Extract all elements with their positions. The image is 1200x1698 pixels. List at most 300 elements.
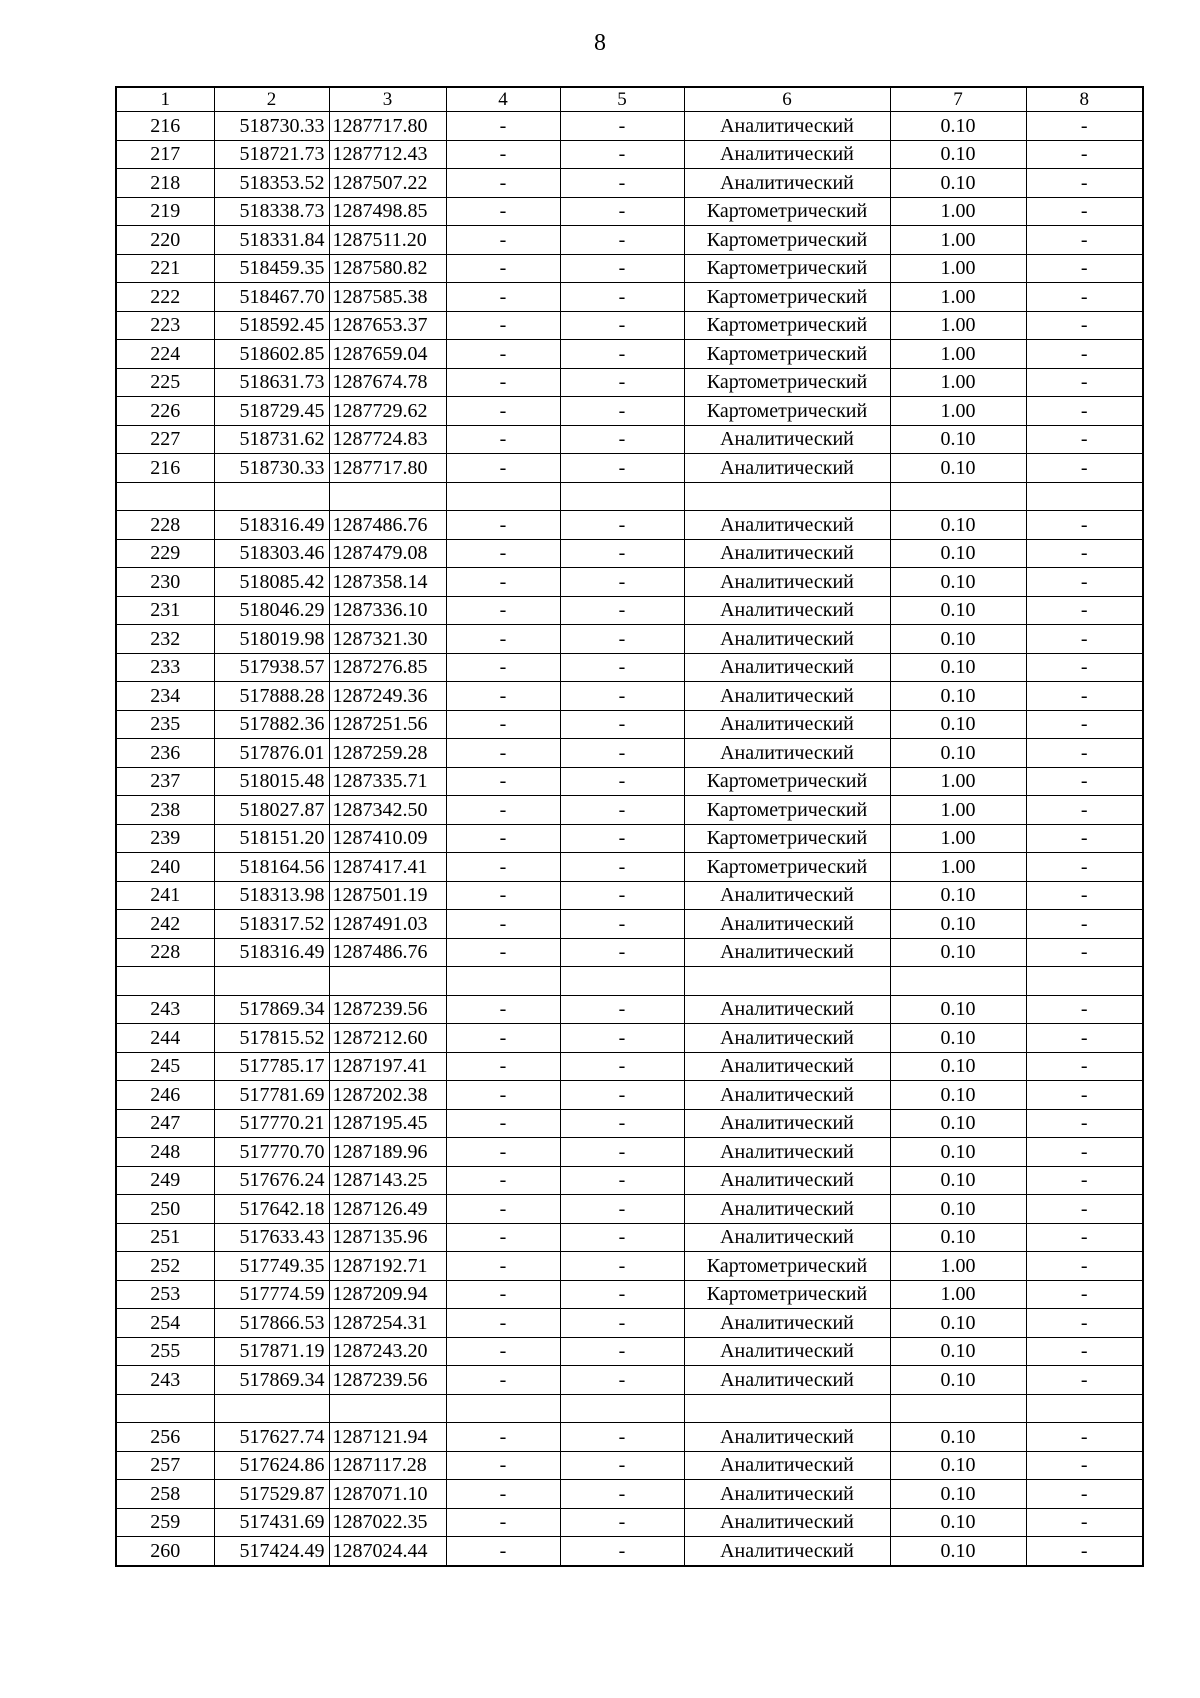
column-5-cell: - <box>560 596 684 625</box>
point-number-cell: 235 <box>116 710 214 739</box>
table-row <box>116 1480 1143 1509</box>
method-cell: Аналитический <box>684 1195 890 1224</box>
y-coordinate-cell: 1287417.41 <box>329 853 446 882</box>
x-coordinate-cell: 518151.20 <box>214 824 329 853</box>
table-row <box>116 169 1143 198</box>
table-row <box>116 1508 1143 1537</box>
column-8-cell: - <box>1026 995 1143 1024</box>
x-coordinate-cell: 517633.43 <box>214 1223 329 1252</box>
y-coordinate-cell: 1287259.28 <box>329 739 446 768</box>
table-row <box>116 197 1143 226</box>
method-cell: Аналитический <box>684 1537 890 1566</box>
method-cell: Аналитический <box>684 1024 890 1053</box>
column-5-cell: - <box>560 853 684 882</box>
accuracy-cell: 0.10 <box>890 112 1026 141</box>
method-cell: Картометрический <box>684 283 890 312</box>
table-row <box>116 1309 1143 1338</box>
point-number-cell: 218 <box>116 169 214 198</box>
x-coordinate-cell: 518316.49 <box>214 938 329 967</box>
y-coordinate-cell: 1287486.76 <box>329 511 446 540</box>
column-8-cell: - <box>1026 112 1143 141</box>
point-number-cell: 250 <box>116 1195 214 1224</box>
point-number-cell: 221 <box>116 254 214 283</box>
column-header: 4 <box>446 87 560 112</box>
point-number-cell: 243 <box>116 995 214 1024</box>
method-cell: Аналитический <box>684 1166 890 1195</box>
method-cell: Аналитический <box>684 511 890 540</box>
column-4-cell: - <box>446 796 560 825</box>
point-number-cell: 227 <box>116 425 214 454</box>
x-coordinate-cell: 518019.98 <box>214 625 329 654</box>
table-row <box>116 539 1143 568</box>
y-coordinate-cell: 1287479.08 <box>329 539 446 568</box>
x-coordinate-cell: 517774.59 <box>214 1280 329 1309</box>
x-coordinate-cell: 517781.69 <box>214 1081 329 1110</box>
accuracy-cell: 0.10 <box>890 1166 1026 1195</box>
column-4-cell: - <box>446 1166 560 1195</box>
y-coordinate-cell <box>329 967 446 996</box>
y-coordinate-cell: 1287336.10 <box>329 596 446 625</box>
x-coordinate-cell: 517431.69 <box>214 1508 329 1537</box>
table-row <box>116 596 1143 625</box>
column-5-cell: - <box>560 454 684 483</box>
method-cell <box>684 967 890 996</box>
point-number-cell: 255 <box>116 1337 214 1366</box>
point-number-cell: 257 <box>116 1451 214 1480</box>
column-8-cell: - <box>1026 1195 1143 1224</box>
accuracy-cell: 1.00 <box>890 796 1026 825</box>
column-4-cell: - <box>446 824 560 853</box>
table-row <box>116 254 1143 283</box>
column-8-cell <box>1026 1394 1143 1423</box>
x-coordinate-cell: 517882.36 <box>214 710 329 739</box>
y-coordinate-cell: 1287659.04 <box>329 340 446 369</box>
column-5-cell: - <box>560 1309 684 1338</box>
point-number-cell: 239 <box>116 824 214 853</box>
point-number-cell <box>116 482 214 511</box>
x-coordinate-cell: 517770.21 <box>214 1109 329 1138</box>
y-coordinate-cell: 1287674.78 <box>329 368 446 397</box>
column-8-cell: - <box>1026 140 1143 169</box>
y-coordinate-cell: 1287580.82 <box>329 254 446 283</box>
column-8-cell: - <box>1026 226 1143 255</box>
accuracy-cell: 0.10 <box>890 1223 1026 1252</box>
accuracy-cell: 1.00 <box>890 283 1026 312</box>
column-8-cell: - <box>1026 1052 1143 1081</box>
y-coordinate-cell: 1287135.96 <box>329 1223 446 1252</box>
column-8-cell: - <box>1026 283 1143 312</box>
method-cell: Аналитический <box>684 425 890 454</box>
method-cell: Аналитический <box>684 995 890 1024</box>
point-number-cell: 248 <box>116 1138 214 1167</box>
column-header: 6 <box>684 87 890 112</box>
y-coordinate-cell: 1287251.56 <box>329 710 446 739</box>
column-5-cell: - <box>560 1109 684 1138</box>
column-5-cell: - <box>560 112 684 141</box>
accuracy-cell: 0.10 <box>890 1337 1026 1366</box>
column-5-cell: - <box>560 938 684 967</box>
x-coordinate-cell: 517938.57 <box>214 653 329 682</box>
accuracy-cell: 1.00 <box>890 254 1026 283</box>
y-coordinate-cell: 1287126.49 <box>329 1195 446 1224</box>
method-cell: Картометрический <box>684 340 890 369</box>
point-number-cell: 230 <box>116 568 214 597</box>
table-row <box>116 1052 1143 1081</box>
column-4-cell: - <box>446 1451 560 1480</box>
method-cell: Картометрический <box>684 311 890 340</box>
column-8-cell: - <box>1026 568 1143 597</box>
y-coordinate-cell: 1287189.96 <box>329 1138 446 1167</box>
column-5-cell: - <box>560 881 684 910</box>
column-header: 2 <box>214 87 329 112</box>
method-cell: Картометрический <box>684 368 890 397</box>
column-8-cell: - <box>1026 169 1143 198</box>
method-cell: Аналитический <box>684 938 890 967</box>
column-8-cell: - <box>1026 197 1143 226</box>
column-header: 5 <box>560 87 684 112</box>
column-5-cell: - <box>560 653 684 682</box>
column-4-cell: - <box>446 1537 560 1566</box>
column-4-cell: - <box>446 454 560 483</box>
accuracy-cell: 0.10 <box>890 910 1026 939</box>
column-4-cell: - <box>446 710 560 739</box>
method-cell: Картометрический <box>684 1280 890 1309</box>
column-8-cell: - <box>1026 824 1143 853</box>
y-coordinate-cell: 1287022.35 <box>329 1508 446 1537</box>
table-row <box>116 767 1143 796</box>
accuracy-cell: 0.10 <box>890 1024 1026 1053</box>
point-number-cell <box>116 1394 214 1423</box>
x-coordinate-cell: 518085.42 <box>214 568 329 597</box>
column-5-cell: - <box>560 1024 684 1053</box>
column-4-cell: - <box>446 568 560 597</box>
column-5-cell: - <box>560 1537 684 1566</box>
x-coordinate-cell: 517642.18 <box>214 1195 329 1224</box>
accuracy-cell: 1.00 <box>890 767 1026 796</box>
column-4-cell: - <box>446 112 560 141</box>
accuracy-cell <box>890 482 1026 511</box>
x-coordinate-cell: 518046.29 <box>214 596 329 625</box>
point-number-cell: 240 <box>116 853 214 882</box>
point-number-cell: 233 <box>116 653 214 682</box>
table-row <box>116 425 1143 454</box>
column-8-cell: - <box>1026 454 1143 483</box>
column-4-cell: - <box>446 226 560 255</box>
column-5-cell: - <box>560 1508 684 1537</box>
point-number-cell: 260 <box>116 1537 214 1566</box>
method-cell: Аналитический <box>684 625 890 654</box>
y-coordinate-cell: 1287498.85 <box>329 197 446 226</box>
point-number-cell: 253 <box>116 1280 214 1309</box>
table-row <box>116 226 1143 255</box>
point-number-cell: 245 <box>116 1052 214 1081</box>
accuracy-cell: 0.10 <box>890 1537 1026 1566</box>
method-cell: Аналитический <box>684 910 890 939</box>
method-cell: Аналитический <box>684 1337 890 1366</box>
table-row <box>116 1337 1143 1366</box>
x-coordinate-cell: 517815.52 <box>214 1024 329 1053</box>
point-number-cell: 246 <box>116 1081 214 1110</box>
column-4-cell: - <box>446 767 560 796</box>
column-8-cell: - <box>1026 710 1143 739</box>
column-5-cell: - <box>560 1052 684 1081</box>
column-4-cell: - <box>446 1195 560 1224</box>
table-row <box>116 739 1143 768</box>
column-5-cell: - <box>560 340 684 369</box>
column-4-cell: - <box>446 1024 560 1053</box>
table-row <box>116 511 1143 540</box>
accuracy-cell: 0.10 <box>890 739 1026 768</box>
table-separator-row <box>116 1394 1143 1423</box>
column-5-cell: - <box>560 539 684 568</box>
column-8-cell: - <box>1026 1423 1143 1452</box>
table-row <box>116 1280 1143 1309</box>
column-8-cell: - <box>1026 853 1143 882</box>
column-4-cell: - <box>446 1081 560 1110</box>
table-row <box>116 368 1143 397</box>
method-cell: Картометрический <box>684 397 890 426</box>
x-coordinate-cell: 517869.34 <box>214 1366 329 1395</box>
x-coordinate-cell: 518164.56 <box>214 853 329 882</box>
x-coordinate-cell: 518353.52 <box>214 169 329 198</box>
accuracy-cell: 0.10 <box>890 653 1026 682</box>
x-coordinate-cell: 518027.87 <box>214 796 329 825</box>
accuracy-cell: 0.10 <box>890 1052 1026 1081</box>
accuracy-cell: 0.10 <box>890 1109 1026 1138</box>
accuracy-cell: 0.10 <box>890 938 1026 967</box>
point-number-cell: 256 <box>116 1423 214 1452</box>
point-number-cell: 216 <box>116 112 214 141</box>
y-coordinate-cell: 1287585.38 <box>329 283 446 312</box>
column-5-cell: - <box>560 226 684 255</box>
column-5-cell: - <box>560 824 684 853</box>
column-8-cell: - <box>1026 311 1143 340</box>
column-4-cell: - <box>446 1309 560 1338</box>
x-coordinate-cell: 518721.73 <box>214 140 329 169</box>
y-coordinate-cell: 1287729.62 <box>329 397 446 426</box>
method-cell: Аналитический <box>684 1480 890 1509</box>
y-coordinate-cell: 1287717.80 <box>329 112 446 141</box>
point-number-cell: 249 <box>116 1166 214 1195</box>
table-row <box>116 1024 1143 1053</box>
accuracy-cell: 0.10 <box>890 1366 1026 1395</box>
x-coordinate-cell <box>214 482 329 511</box>
accuracy-cell: 1.00 <box>890 368 1026 397</box>
point-number-cell: 258 <box>116 1480 214 1509</box>
x-coordinate-cell: 518730.33 <box>214 112 329 141</box>
table-row <box>116 397 1143 426</box>
table-row <box>116 1252 1143 1281</box>
column-4-cell: - <box>446 425 560 454</box>
table-row <box>116 625 1143 654</box>
point-number-cell: 242 <box>116 910 214 939</box>
page-number: 8 <box>594 30 606 56</box>
y-coordinate-cell: 1287202.38 <box>329 1081 446 1110</box>
column-8-cell: - <box>1026 1138 1143 1167</box>
point-number-cell: 220 <box>116 226 214 255</box>
x-coordinate-cell: 518631.73 <box>214 368 329 397</box>
column-4-cell: - <box>446 1480 560 1509</box>
y-coordinate-cell: 1287243.20 <box>329 1337 446 1366</box>
column-8-cell: - <box>1026 653 1143 682</box>
column-5-cell: - <box>560 1252 684 1281</box>
table-row <box>116 1366 1143 1395</box>
x-coordinate-cell: 517770.70 <box>214 1138 329 1167</box>
column-5-cell: - <box>560 1081 684 1110</box>
column-5-cell: - <box>560 311 684 340</box>
column-4-cell: - <box>446 1223 560 1252</box>
x-coordinate-cell <box>214 967 329 996</box>
x-coordinate-cell: 518602.85 <box>214 340 329 369</box>
table-row <box>116 1138 1143 1167</box>
x-coordinate-cell: 518729.45 <box>214 397 329 426</box>
column-4-cell <box>446 1394 560 1423</box>
x-coordinate-cell: 517424.49 <box>214 1537 329 1566</box>
column-8-cell: - <box>1026 910 1143 939</box>
column-8-cell: - <box>1026 938 1143 967</box>
accuracy-cell: 1.00 <box>890 197 1026 226</box>
x-coordinate-cell: 517624.86 <box>214 1451 329 1480</box>
method-cell: Аналитический <box>684 881 890 910</box>
method-cell <box>684 482 890 511</box>
accuracy-cell: 0.10 <box>890 140 1026 169</box>
table-row <box>116 283 1143 312</box>
point-number-cell: 234 <box>116 682 214 711</box>
y-coordinate-cell: 1287197.41 <box>329 1052 446 1081</box>
column-5-cell: - <box>560 995 684 1024</box>
column-4-cell: - <box>446 1337 560 1366</box>
accuracy-cell: 0.10 <box>890 1423 1026 1452</box>
column-8-cell: - <box>1026 1109 1143 1138</box>
column-5-cell: - <box>560 1480 684 1509</box>
method-cell: Аналитический <box>684 596 890 625</box>
table-row <box>116 1423 1143 1452</box>
column-8-cell: - <box>1026 881 1143 910</box>
column-5-cell: - <box>560 511 684 540</box>
y-coordinate-cell: 1287321.30 <box>329 625 446 654</box>
y-coordinate-cell: 1287276.85 <box>329 653 446 682</box>
column-5-cell: - <box>560 568 684 597</box>
column-5-cell: - <box>560 739 684 768</box>
x-coordinate-cell: 518730.33 <box>214 454 329 483</box>
x-coordinate-cell: 518313.98 <box>214 881 329 910</box>
accuracy-cell: 0.10 <box>890 881 1026 910</box>
method-cell: Аналитический <box>684 1052 890 1081</box>
method-cell: Аналитический <box>684 653 890 682</box>
point-number-cell <box>116 967 214 996</box>
method-cell: Аналитический <box>684 112 890 141</box>
column-5-cell: - <box>560 1223 684 1252</box>
column-4-cell: - <box>446 995 560 1024</box>
point-number-cell: 238 <box>116 796 214 825</box>
table-row <box>116 1109 1143 1138</box>
column-4-cell: - <box>446 910 560 939</box>
table-separator-row <box>116 967 1143 996</box>
column-8-cell: - <box>1026 682 1143 711</box>
x-coordinate-cell: 517529.87 <box>214 1480 329 1509</box>
column-4-cell: - <box>446 311 560 340</box>
table-row <box>116 938 1143 967</box>
y-coordinate-cell: 1287254.31 <box>329 1309 446 1338</box>
y-coordinate-cell: 1287209.94 <box>329 1280 446 1309</box>
column-8-cell: - <box>1026 397 1143 426</box>
x-coordinate-cell: 517871.19 <box>214 1337 329 1366</box>
column-8-cell: - <box>1026 511 1143 540</box>
accuracy-cell: 1.00 <box>890 226 1026 255</box>
column-8-cell: - <box>1026 1252 1143 1281</box>
column-5-cell: - <box>560 1166 684 1195</box>
table-row <box>116 653 1143 682</box>
table-row <box>116 881 1143 910</box>
accuracy-cell: 0.10 <box>890 511 1026 540</box>
x-coordinate-cell: 517749.35 <box>214 1252 329 1281</box>
accuracy-cell <box>890 967 1026 996</box>
column-8-cell: - <box>1026 796 1143 825</box>
column-8-cell: - <box>1026 1337 1143 1366</box>
accuracy-cell: 1.00 <box>890 1280 1026 1309</box>
column-4-cell <box>446 482 560 511</box>
column-8-cell: - <box>1026 1309 1143 1338</box>
column-8-cell: - <box>1026 1366 1143 1395</box>
column-5-cell: - <box>560 368 684 397</box>
point-number-cell: 243 <box>116 1366 214 1395</box>
column-5-cell: - <box>560 397 684 426</box>
column-8-cell <box>1026 967 1143 996</box>
method-cell: Аналитический <box>684 1081 890 1110</box>
method-cell: Аналитический <box>684 682 890 711</box>
x-coordinate-cell: 517888.28 <box>214 682 329 711</box>
y-coordinate-cell: 1287501.19 <box>329 881 446 910</box>
method-cell: Аналитический <box>684 454 890 483</box>
column-5-cell: - <box>560 1451 684 1480</box>
point-number-cell: 225 <box>116 368 214 397</box>
y-coordinate-cell: 1287335.71 <box>329 767 446 796</box>
column-5-cell: - <box>560 796 684 825</box>
y-coordinate-cell: 1287491.03 <box>329 910 446 939</box>
column-5-cell <box>560 1394 684 1423</box>
accuracy-cell: 0.10 <box>890 1309 1026 1338</box>
column-5-cell: - <box>560 169 684 198</box>
column-4-cell: - <box>446 283 560 312</box>
y-coordinate-cell: 1287410.09 <box>329 824 446 853</box>
column-header: 8 <box>1026 87 1143 112</box>
x-coordinate-cell <box>214 1394 329 1423</box>
column-8-cell: - <box>1026 739 1143 768</box>
table-row <box>116 710 1143 739</box>
method-cell: Аналитический <box>684 1451 890 1480</box>
table-row <box>116 1537 1143 1566</box>
y-coordinate-cell: 1287024.44 <box>329 1537 446 1566</box>
x-coordinate-cell: 518592.45 <box>214 311 329 340</box>
column-5-cell: - <box>560 283 684 312</box>
column-4-cell: - <box>446 1138 560 1167</box>
column-5-cell: - <box>560 710 684 739</box>
point-number-cell: 237 <box>116 767 214 796</box>
column-4-cell: - <box>446 1508 560 1537</box>
y-coordinate-cell: 1287507.22 <box>329 169 446 198</box>
x-coordinate-cell: 518338.73 <box>214 197 329 226</box>
accuracy-cell: 0.10 <box>890 596 1026 625</box>
method-cell: Картометрический <box>684 197 890 226</box>
table-row <box>116 140 1143 169</box>
method-cell: Аналитический <box>684 568 890 597</box>
accuracy-cell: 0.10 <box>890 1138 1026 1167</box>
point-number-cell: 244 <box>116 1024 214 1053</box>
table-row <box>116 454 1143 483</box>
column-8-cell: - <box>1026 425 1143 454</box>
point-number-cell: 222 <box>116 283 214 312</box>
accuracy-cell: 0.10 <box>890 1081 1026 1110</box>
